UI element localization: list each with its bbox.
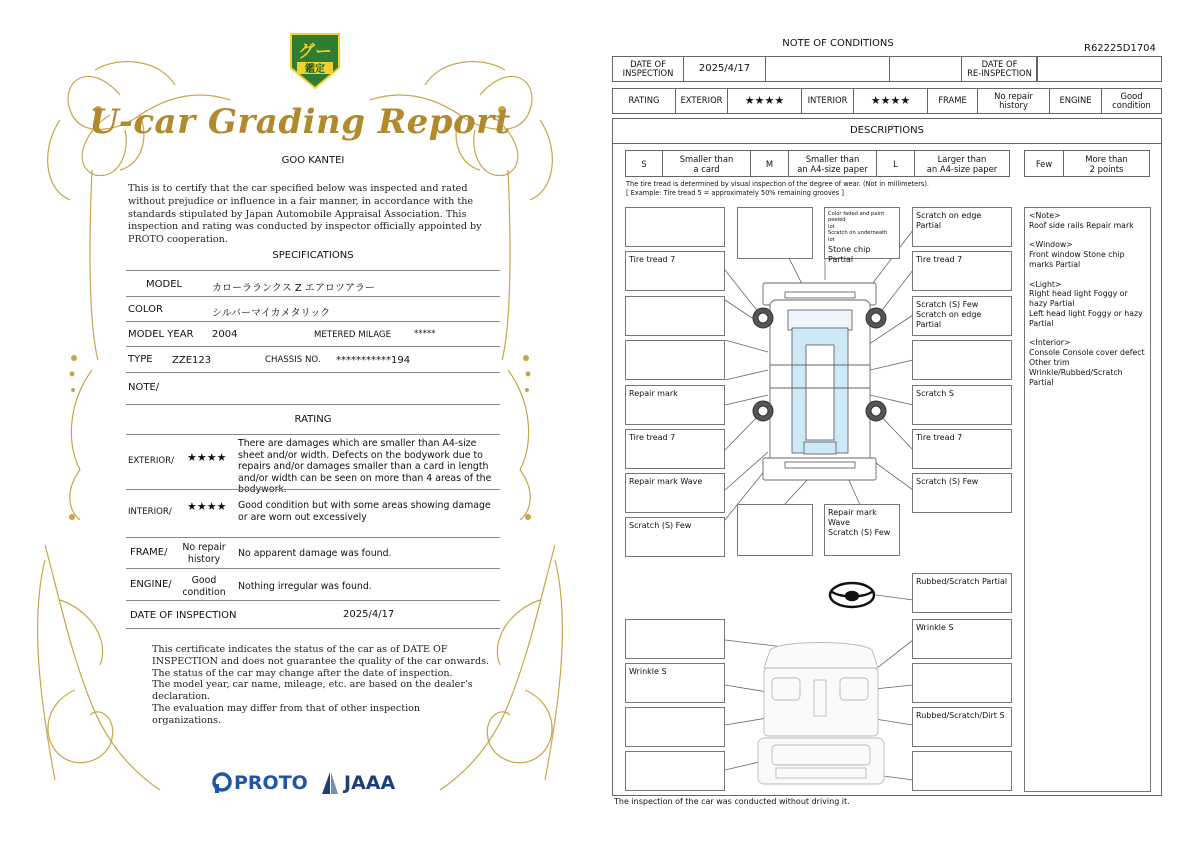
rating-label: RATING [628,95,660,106]
condition-box-tire-rr: Tire tread 7 [912,429,1012,469]
mileage-value: ***** [414,329,436,339]
report-code: R62225D1704 [1084,43,1156,54]
legend-m: M [750,151,788,176]
jaaa-logo-text: JAAA [344,772,396,794]
certificate-title: U-car Grading Report [89,102,511,142]
interior-label: INTERIOR/ [128,507,172,517]
condition-box-front-right: Scratch on edge Partial [912,207,1012,247]
exterior-stars: ★★★★ [187,451,227,464]
note-general: <Note> Roof side rails Repair mark [1029,211,1134,230]
condition-box-empty [625,707,725,747]
frame-label: FRAME/ [130,547,168,558]
legend-l: L [876,151,914,176]
mileage-label: METERED MILAGE [314,330,392,340]
condition-box-left-side: Repair mark [625,385,725,425]
date-of-inspection-value: 2025/4/17 [683,57,765,81]
frame-label: FRAME [927,89,977,113]
divider [126,346,500,347]
date-of-reinspection-label: DATE OF RE-INSPECTION [961,57,1037,81]
note-label: NOTE/ [128,382,160,393]
condition-box-empty [737,504,813,556]
legend-m-desc: Smaller than an A4-size paper [788,151,876,176]
goo-kantei-badge [287,30,343,90]
rating-heading: RATING [294,414,332,425]
condition-box-tire-fl: Tire tread 7 [625,251,725,291]
divider [126,321,500,322]
divider [126,296,500,297]
notes-panel [1024,207,1151,792]
condition-box-tire-rl: Tire tread 7 [625,429,725,469]
inspection-date-value: 2025/4/17 [343,609,395,620]
engine-label: ENGINE [1049,89,1101,113]
condition-box-empty [912,751,1012,791]
legend-few: Few [1035,158,1053,169]
note-light: <Light> Right head light Foggy or hazy Partial Left head light Foggy or hazy Partial [1029,279,1143,328]
condition-box-interior-right: Wrinkle S [912,619,1012,659]
svg-text:グー: グー [298,42,332,62]
condition-box-empty [625,619,725,659]
condition-box-empty [912,663,1012,703]
condition-box-empty [625,751,725,791]
legend-l-desc: Larger than an A4-size paper [914,151,1009,176]
exterior-stars: ★★★★ [727,89,801,113]
certificate-subtitle: GOO KANTEI [281,155,345,166]
divider [126,568,500,569]
frame-description: No apparent damage was found. [238,548,392,559]
condition-box-tire-fr: Tire tread 7 [912,251,1012,291]
proto-logo-text: PROTO [234,772,308,794]
condition-box-empty [625,207,725,247]
specifications-heading: SPECIFICATIONS [272,250,354,261]
condition-box-empty [737,207,813,259]
engine-description: Nothing irregular was found. [238,581,372,592]
engine-value: Good condition [182,575,226,598]
interior-description: Good condition but with some areas showing damage or are worn out excessively [238,500,491,523]
date-of-inspection-label: DATE OF INSPECTION [622,58,674,78]
divider [126,434,500,435]
divider [126,404,500,405]
steering-wheel-icon [830,583,874,607]
interior-label: INTERIOR [801,89,853,113]
interior-stars: ★★★★ [187,500,227,513]
certificate-intro: This is to certify that the car specified below was inspected and rated without prejudice or influence in a fair manner, in accordance with the standards stipulated by Japan Automobile Appraisal Association. This inspection and rating was conducted by inspector officially appointed by PROTO cooperation. [128,183,482,246]
descriptions-heading: DESCRIPTIONS [612,118,1162,144]
svg-text:鑑定: 鑑定 [305,64,325,75]
divider [126,628,500,629]
exterior-label: EXTERIOR [675,89,727,113]
type-label: TYPE [128,354,153,365]
legend-s: S [641,158,647,169]
model-year-label: MODEL YEAR [128,329,194,340]
divider [126,489,500,490]
legend-few-desc: More than 2 points [1063,151,1149,176]
color-value: シルバーマイカメタリック [212,308,331,319]
model-value: カローラランクス Z エアロツアラー [212,283,375,294]
condition-box-right-front: Scratch (S) Few Scratch on edge Partial [912,296,1012,336]
inspection-date-label: DATE OF INSPECTION [130,610,237,621]
frame-value: No repair history [977,89,1049,113]
condition-box-right-rear: Scratch (S) Few [912,473,1012,513]
color-label: COLOR [128,304,163,315]
note-window: <Window> Front window Stone chip marks Partial [1029,240,1125,269]
condition-box-left-rear: Repair mark Wave [625,473,725,513]
divider [126,600,500,601]
condition-box-front: Color faded and paint peeled lot Scratch on underneath lot Stone chip Partial [824,207,900,259]
condition-box-empty [625,296,725,336]
model-year-value: 2004 [212,329,238,340]
condition-box-interior-left: Wrinkle S [625,663,725,703]
jaaa-logo-icon [318,770,342,796]
tire-tread-note: The tire tread is determined by visual inspection of the degree of wear. (Not in millimeters). [ Example: Tire tread 5 = approximately 50% remaining grooves ] [626,180,930,197]
frame-value: No repair history [182,542,226,565]
conditions-title: NOTE OF CONDITIONS [782,38,894,49]
note-of-conditions [600,0,1200,848]
chassis-value: ***********194 [336,355,411,366]
legend-s-desc: Smaller than a card [662,151,750,176]
condition-box-interior-rear: Rubbed/Scratch/Dirt S [912,707,1012,747]
model-label: MODEL [146,279,183,290]
condition-box-rear: Repair mark Wave Scratch (S) Few [824,504,900,556]
divider [126,372,500,373]
interior-stars: ★★★★ [853,89,927,113]
exterior-label: EXTERIOR/ [128,456,174,466]
type-value: ZZE123 [172,355,212,366]
condition-box-right-side: Scratch S [912,385,1012,425]
divider [126,270,500,271]
condition-box-empty [912,340,1012,380]
certificate-disclaimer: This certificate indicates the status of the car as of DATE OF INSPECTION and does not guarantee the quality of the car onwards. The status of the car may change after the date of inspection. The model year, car name, mileage, etc. are based on the dealer's declaration. The evaluation may differ from that of other inspection organizations. [152,644,490,726]
chassis-label: CHASSIS NO. [265,355,321,365]
condition-box-steering: Rubbed/Scratch Partial [912,573,1012,613]
condition-box-empty [625,340,725,380]
engine-value: Good condition [1101,89,1161,113]
note-interior: <Interior> Console Console cover defect Other trim Wrinkle/Rubbed/Scratch Partial [1029,338,1145,387]
exterior-description: There are damages which are smaller than A4-size sheet and/or width. Defects on the bodywork due to repairs and/or damages smaller than a card in length and/or width can be seen on more than 4 areas of the bodywork. [238,438,492,496]
divider [126,537,500,538]
condition-box-rear-left: Scratch (S) Few [625,517,725,557]
inspection-footer-note: The inspection of the car was conducted without driving it. [614,797,850,806]
proto-logo-icon [212,772,232,794]
engine-label: ENGINE/ [130,579,172,590]
